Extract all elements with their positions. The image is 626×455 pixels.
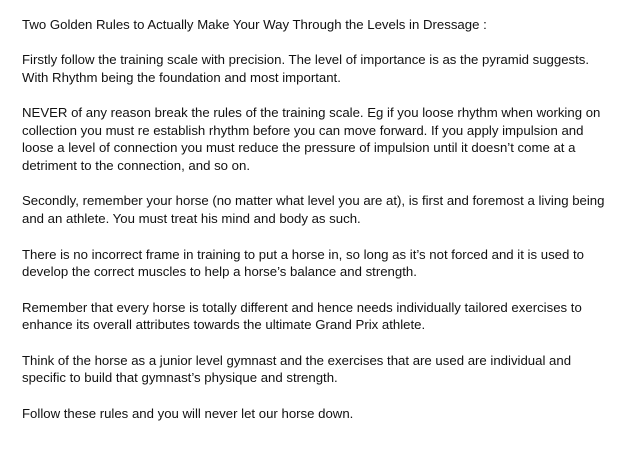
paragraph-never-break-rules: NEVER of any reason break the rules of the training scale. Eg if you loose rhythm when working on collection you must re establish rhythm before you can move forward. If you apply impulsion and loose a level of connection you must reduce the pressure of impulsion until it doesn’t come at a detriment to the connection, and so on. <box>22 104 601 174</box>
paragraph-closing: Follow these rules and you will never let our horse down. <box>22 405 354 421</box>
paragraph-training-scale: Firstly follow the training scale with precision. The level of importance is as the pyramid suggests. With Rhythm being the foundation and most important. <box>22 51 590 85</box>
paragraph-frame: There is no incorrect frame in training to put a horse in, so long as it’s not forced and it is used to develop the correct muscles to help a horse’s balance and strength. <box>22 246 584 280</box>
document-body <box>22 16 618 440</box>
paragraph-gymnast: Think of the horse as a junior level gymnast and the exercises that are used are individual and specific to build that gymnast’s physique and strength. <box>22 352 572 386</box>
paragraph-living-being: Secondly, remember your horse (no matter what level you are at), is first and foremost a living being and an athlete. You must treat his mind and body as such. <box>22 193 605 227</box>
document-title: Two Golden Rules to Actually Make Your Way Through the Levels in Dressage : <box>22 17 487 32</box>
paragraph-individual-horse: Remember that every horse is totally different and hence needs individually tailored exercises to enhance its overall attributes towards the ultimate Grand Prix athlete. <box>22 299 582 333</box>
